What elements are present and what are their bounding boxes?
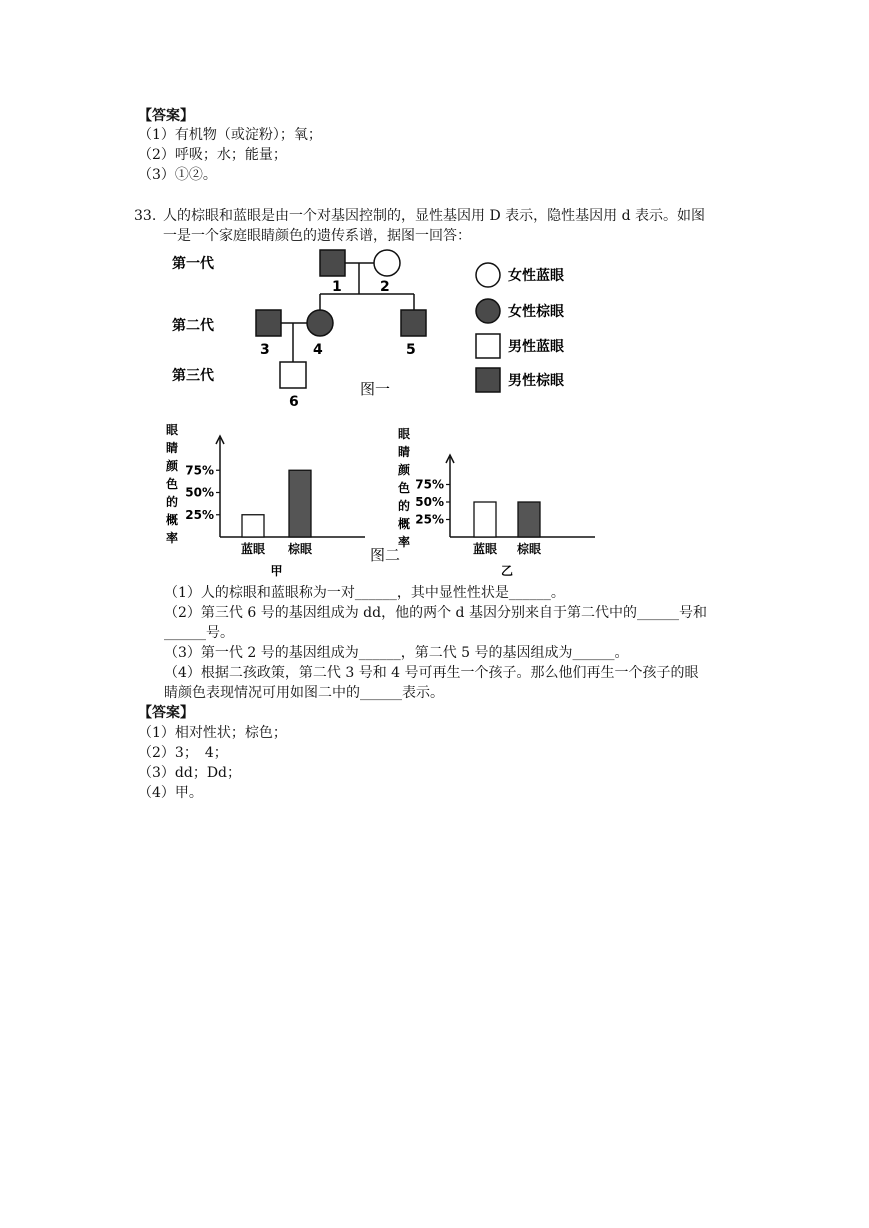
svg-text:颜: 颜 bbox=[398, 463, 411, 477]
x-tick-label: 棕眼 bbox=[287, 542, 313, 556]
svg-text:的: 的 bbox=[398, 499, 411, 513]
male-brown-eye-symbol bbox=[401, 310, 426, 336]
svg-text:色: 色 bbox=[166, 477, 179, 491]
x-tick-label: 蓝眼 bbox=[240, 542, 266, 556]
individual-number: 6 bbox=[289, 394, 299, 410]
bar bbox=[289, 470, 311, 537]
generation-label: 第二代 bbox=[172, 318, 214, 334]
male-blue-eye-symbol bbox=[280, 362, 306, 388]
svg-text:眼: 眼 bbox=[166, 423, 179, 437]
question-stem-line: 人的棕眼和蓝眼是由一个对基因控制的，显性基因用 D 表示，隐性基因用 d 表示。如图 bbox=[163, 208, 705, 224]
chart-a-ylabel bbox=[165, 423, 179, 545]
svg-text:的: 的 bbox=[166, 495, 179, 509]
answer-line: （2）3； 4； bbox=[138, 745, 228, 761]
figure-caption: 图二 bbox=[370, 546, 401, 564]
generation-label: 第一代 bbox=[172, 256, 214, 272]
x-tick-label: 棕眼 bbox=[516, 542, 542, 556]
individual-number: 2 bbox=[380, 279, 390, 295]
svg-text:睛: 睛 bbox=[166, 441, 179, 455]
svg-text:率: 率 bbox=[398, 535, 411, 549]
figure-caption: 图一 bbox=[360, 380, 391, 398]
y-tick-label: 75% bbox=[415, 477, 444, 492]
chart-title: 乙 bbox=[500, 564, 514, 578]
sub-question: ______号。 bbox=[164, 625, 234, 641]
svg-text:颜: 颜 bbox=[166, 459, 179, 473]
sub-question: （3）第一代 2 号的基因组成为______，第二代 5 号的基因组成为______。 bbox=[164, 645, 629, 661]
answer-line: （1）相对性状；棕色； bbox=[138, 725, 287, 741]
y-tick-label: 75% bbox=[185, 463, 214, 478]
svg-text:眼: 眼 bbox=[398, 427, 411, 441]
y-tick-label: 50% bbox=[415, 495, 444, 509]
chart-b bbox=[415, 455, 595, 578]
y-tick-label: 25% bbox=[185, 507, 214, 522]
answer-line: （2）呼吸；水；能量； bbox=[138, 147, 287, 163]
bar bbox=[518, 502, 540, 537]
chart-a bbox=[185, 436, 365, 578]
answer-line: （3）dd；Dd； bbox=[138, 765, 242, 781]
svg-text:色: 色 bbox=[398, 481, 411, 495]
sub-question: （1）人的棕眼和蓝眼称为一对______，其中显性性状是______。 bbox=[164, 585, 565, 601]
svg-text:概: 概 bbox=[398, 517, 411, 531]
generation-label: 第三代 bbox=[172, 368, 214, 384]
bar bbox=[242, 515, 264, 537]
answer-line: （3）①②。 bbox=[138, 167, 217, 183]
sub-question: （4）根据二孩政策，第二代 3 号和 4 号可再生一个孩子。那么他们再生一个孩子的眼 bbox=[164, 665, 699, 681]
male-brown-eye-symbol bbox=[320, 250, 345, 276]
legend-label: 男性蓝眼 bbox=[508, 339, 564, 355]
y-tick-label: 50% bbox=[185, 485, 214, 500]
individual-number: 4 bbox=[313, 342, 323, 358]
chart-title: 甲 bbox=[270, 564, 283, 578]
question-number: 33. bbox=[134, 208, 157, 224]
question-stem-line: 一是一个家庭眼睛颜色的遗传系谱，据图一回答： bbox=[163, 228, 471, 244]
svg-text:概: 概 bbox=[166, 513, 179, 527]
answer-line: （1）有机物（或淀粉）；氧； bbox=[138, 127, 322, 143]
legend-label: 男性棕眼 bbox=[508, 373, 564, 389]
female-brown-eye-symbol bbox=[307, 310, 333, 336]
legend-male-brown-icon bbox=[476, 368, 500, 392]
bar bbox=[474, 502, 496, 537]
legend-female-brown-icon bbox=[476, 299, 500, 323]
female-blue-eye-symbol bbox=[374, 250, 400, 276]
eye-color-probability-charts bbox=[160, 416, 600, 582]
y-tick-label: 25% bbox=[415, 512, 444, 527]
answer-heading: 【答案】 bbox=[138, 108, 194, 124]
chart-b-ylabel bbox=[397, 427, 411, 549]
legend-label: 女性棕眼 bbox=[508, 304, 564, 320]
individual-number: 5 bbox=[406, 342, 416, 358]
individual-number: 3 bbox=[260, 342, 270, 358]
sub-question: （2）第三代 6 号的基因组成为 dd，他的两个 d 基因分别来自于第二代中的______号和 bbox=[164, 605, 707, 621]
x-tick-label: 蓝眼 bbox=[472, 542, 498, 556]
sub-question: 睛颜色表现情况可用如图二中的______表示。 bbox=[164, 685, 444, 701]
individual-number: 1 bbox=[332, 279, 342, 295]
legend-female-blue-icon bbox=[476, 263, 500, 287]
legend-male-blue-icon bbox=[476, 334, 500, 358]
pedigree-figure bbox=[160, 244, 600, 414]
svg-text:率: 率 bbox=[166, 531, 179, 545]
svg-text:睛: 睛 bbox=[398, 445, 411, 459]
legend-label: 女性蓝眼 bbox=[508, 268, 564, 284]
answer-line: （4）甲。 bbox=[138, 785, 203, 801]
male-brown-eye-symbol bbox=[256, 310, 281, 336]
answer-heading: 【答案】 bbox=[138, 705, 194, 721]
